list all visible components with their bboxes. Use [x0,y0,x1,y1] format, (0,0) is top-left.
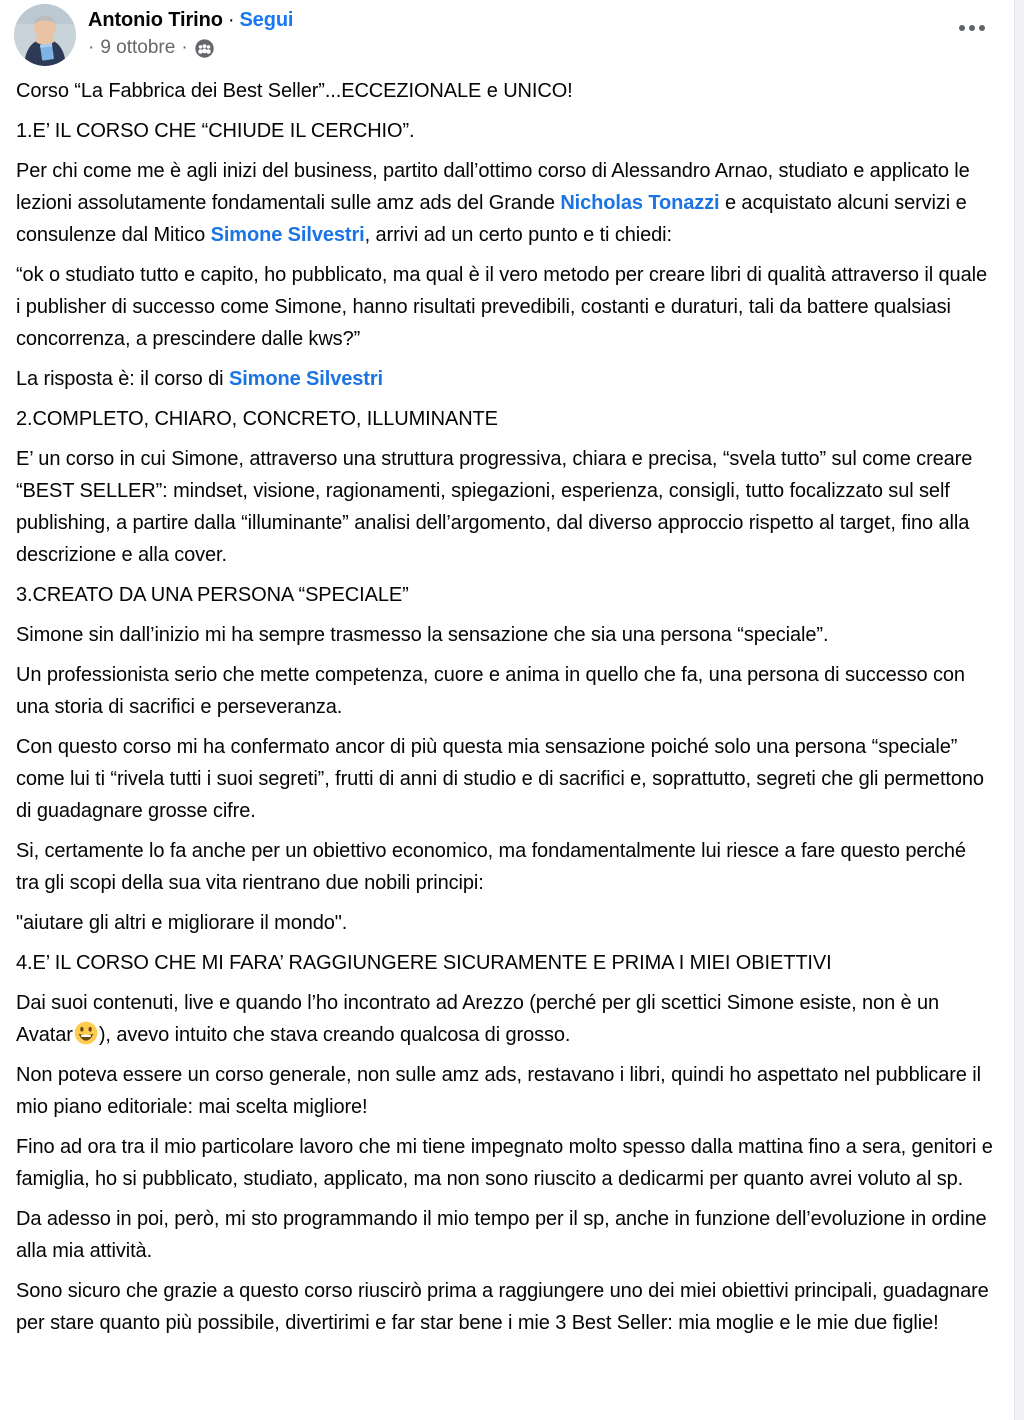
mention-link[interactable]: Simone Silvestri [210,224,365,246]
more-options-button[interactable] [950,10,994,46]
post-paragraph: Per chi come me è agli inizi del business, partito dall’ottimo corso di Alessandro Arnao, studiato e applicato le lezioni assolutamente fondamentali sulle amz ads del Grande Nicholas Tonazzi e acquistato alcuni servizi e consulenze dal Mitico Simone Silvestri, arrivi ad un certo punto e ti chiedi: [16,160,970,246]
post-header-text [88,4,293,60]
mention-link[interactable]: Nicholas Tonazzi [560,192,720,214]
post-body [0,68,1010,1339]
follow-link[interactable]: Segui [239,9,294,31]
post-paragraph: Un professionista serio che mette competenza, cuore e anima in quello che fa, una persona di successo con una storia di sacrifici e perseveranza. [16,664,965,718]
grinning-face-emoji [74,1021,98,1045]
post-paragraph: 3.CREATO DA UNA PERSONA “SPECIALE” [16,584,409,606]
post-paragraph: 4.E’ IL CORSO CHE MI FARA’ RAGGIUNGERE SICURAMENTE E PRIMA I MIEI OBIETTIVI [16,952,832,974]
more-dot [959,25,965,31]
post-paragraph: Dai suoi contenuti, live e quando l’ho incontrato ad Arezzo (perché per gli scettici Simone esiste, non è un Avatar ), avevo intuito che stava creando qualcosa di grosso. [16,992,940,1046]
author-row [88,7,293,34]
post-paragraph: Non poteva essere un corso generale, non sulle amz ads, restavano i libri, quindi ho aspettato nel pubblicare il mio piano editoriale: mai scelta migliore! [16,1064,981,1118]
post-paragraph: Con questo corso mi ha confermato ancor di più questa mia sensazione poiché solo una persona “speciale” come lui ti “rivela tutti i suoi segreti”, frutti di anni di studio e di sacrifici e, soprattutto, segreti che gli permettono di guadagnare grosse cifre. [16,736,984,822]
post-paragraph: E’ un corso in cui Simone, attraverso una struttura progressiva, chiara e precisa, “svela tutto” sul come creare “BEST SELLER”: mindset, visione, ragionamenti, spiegazioni, esperienza, consigli, tutto focalizzato sul self publishing, a partire dalla “illuminante” analisi dell’argomento, dal diverso approccio rispetto al target, fino alla descrizione e alla cover. [16,448,973,566]
more-dot [979,25,985,31]
post-date-link[interactable]: 9 ottobre [100,37,176,58]
post-paragraph: “ok o studiato tutto e capito, ho pubblicato, ma qual è il vero metodo per creare libri di qualità attraverso il quale i publisher di successo come Simone, hanno risultati prevedibili, costanti e duraturi, tali da battere qualsiasi concorrenza, a prescindere dalle kws?” [16,264,987,350]
post-paragraph: Da adesso in poi, però, mi sto programmando il mio tempo per il sp, anche in funzione dell’evoluzione in ordine alla mia attività. [16,1208,987,1262]
post-meta-row [88,36,293,60]
post-paragraph: Si, certamente lo fa anche per un obiettivo economico, ma fondamentalmente lui riesce a fare questo perché tra gli scopi della sua vita rientrano due nobili principi: [16,840,966,894]
page-background-edge [1014,0,1024,1420]
post-paragraph: 1.E’ IL CORSO CHE “CHIUDE IL CERCHIO”. [16,120,415,142]
mention-link[interactable]: Simone Silvestri [228,368,383,390]
name-separator-dot: · [227,9,235,31]
post-header [0,0,1014,68]
meta-dot: · [181,37,188,58]
more-dot [969,25,975,31]
post-paragraph: Sono sicuro che grazie a questo corso riuscirò prima a raggiungere uno dei miei obiettivi principali, guadagnare per stare quanto più possibile, divertirimi e far star bene i mie 3 Best Seller: mia moglie e le mie due figlie! [16,1280,989,1334]
friends-privacy-icon [194,38,215,59]
post-paragraph: 2.COMPLETO, CHIARO, CONCRETO, ILLUMINANTE [16,408,498,430]
post-paragraph: La risposta è: il corso di Simone Silvestri [16,368,383,390]
post-paragraph: Fino ad ora tra il mio particolare lavoro che mi tiene impegnato molto spesso dalla mattina fino a sera, genitori e famiglia, ho si pubblicato, studiato, applicato, ma non sono riuscito a dedicarmi per quanto avrei voluto al sp. [16,1136,993,1190]
avatar-photo [14,4,76,66]
post-paragraph: Simone sin dall’inizio mi ha sempre trasmesso la sensazione che sia una persona “speciale”. [16,624,829,646]
post-paragraph: Corso “La Fabbrica dei Best Seller”...ECCEZIONALE e UNICO! [16,80,573,102]
profile-avatar[interactable] [14,4,76,66]
author-name-link[interactable]: Antonio Tirino [88,9,223,31]
post-paragraph: "aiutare gli altri e migliorare il mondo". [16,912,348,934]
meta-dot: · [88,37,95,58]
